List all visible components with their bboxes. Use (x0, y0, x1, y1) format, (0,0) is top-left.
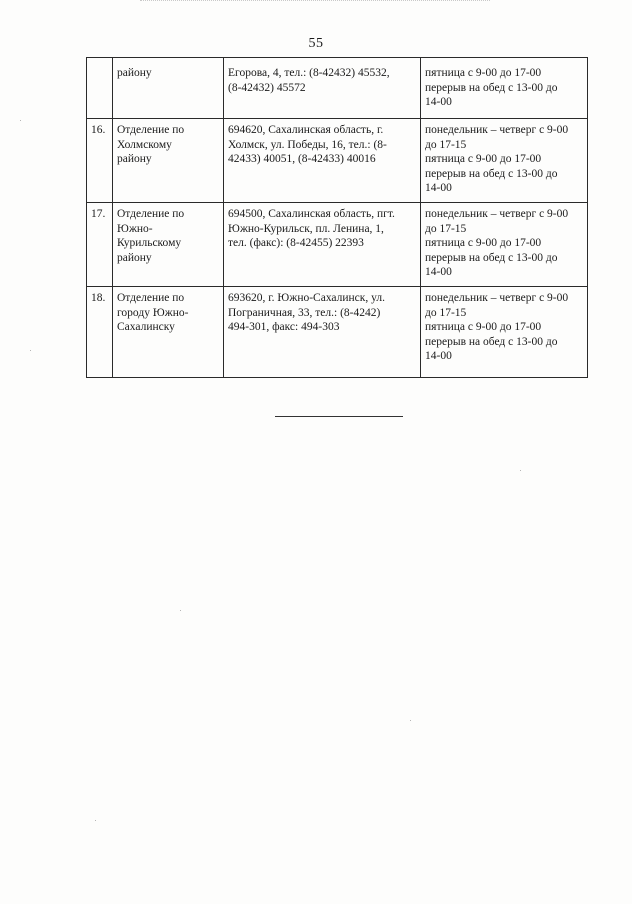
scan-top-edge-mark (140, 0, 490, 3)
table-row (87, 202, 588, 286)
scan-speck (95, 820, 96, 821)
office-name: Отделение по Холмскому району (113, 119, 224, 203)
office-hours: понедельник – четверг с 9-00 до 17-15 пятница с 9-00 до 17-00 перерыв на обед с 13-00 до 14-00 (421, 286, 588, 377)
office-hours: понедельник – четверг с 9-00 до 17-15 пятница с 9-00 до 17-00 перерыв на обед с 13-00 до 14-00 (421, 202, 588, 286)
table-row (87, 58, 588, 119)
office-name: Отделение по городу Южно- Сахалинску (113, 286, 224, 377)
table-row (87, 286, 588, 377)
office-address: 694500, Сахалинская область, пгт. Южно-Курильск, пл. Ленина, 1, тел. (факс): (8-42455) 22393 (224, 202, 421, 286)
office-name: району (113, 58, 224, 119)
row-number: 18. (87, 286, 113, 377)
row-number: 17. (87, 202, 113, 286)
offices-table (86, 57, 588, 378)
office-hours: понедельник – четверг с 9-00 до 17-15 пятница с 9-00 до 17-00 перерыв на обед с 13-00 до 14-00 (421, 119, 588, 203)
row-number (87, 58, 113, 119)
office-hours: пятница с 9-00 до 17-00 перерыв на обед с 13-00 до 14-00 (421, 58, 588, 119)
table-row (87, 119, 588, 203)
office-address: 694620, Сахалинская область, г. Холмск, ул. Победы, 16, тел.: (8- 42433) 40051, (8-42433) 40016 (224, 119, 421, 203)
page-number: 55 (308, 36, 324, 51)
office-address: Егорова, 4, тел.: (8-42432) 45532, (8-42432) 45572 (224, 58, 421, 119)
scan-speck (410, 720, 411, 721)
end-of-document-rule (275, 416, 403, 417)
scan-speck (20, 120, 21, 121)
office-address: 693620, г. Южно-Сахалинск, ул. Пограничная, 33, тел.: (8-4242) 494-301, факс: 494-303 (224, 286, 421, 377)
scan-speck (520, 470, 521, 471)
scan-speck (180, 610, 181, 611)
office-name: Отделение по Южно- Курильскому району (113, 202, 224, 286)
scan-speck (30, 350, 31, 351)
row-number: 16. (87, 119, 113, 203)
